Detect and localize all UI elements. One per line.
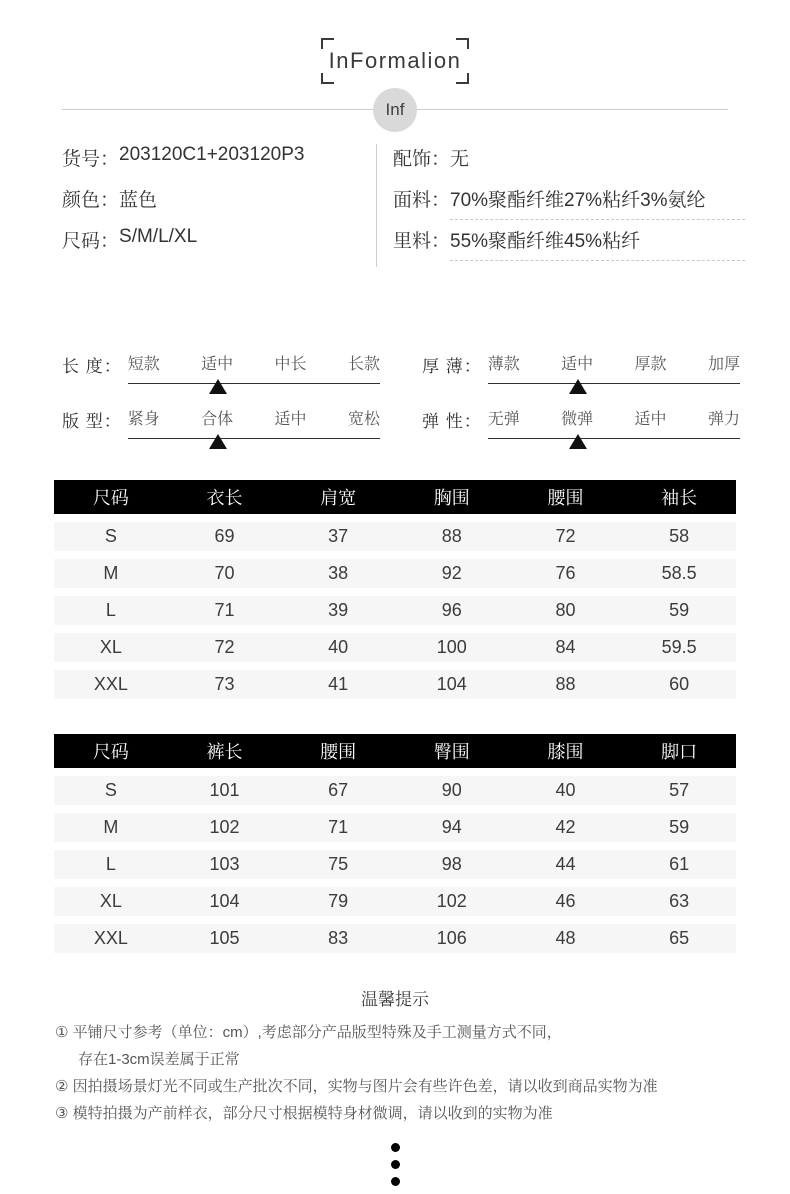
- attribute-value: 无: [450, 149, 470, 170]
- tip-note: 存在1-3cm误差属于正常: [78, 1051, 240, 1068]
- bracket-corner-icon: [456, 38, 469, 49]
- scale-option: 短款: [127, 356, 160, 373]
- size-table-bottom: [54, 726, 736, 961]
- table-cell: 61: [622, 850, 736, 879]
- attribute-label: 颜色：: [62, 190, 120, 211]
- scale-option: 无弹: [487, 411, 520, 428]
- attribute-value: 蓝色: [119, 190, 158, 211]
- column-header: 裤长: [168, 734, 282, 768]
- bracket-corner-icon: [456, 73, 469, 84]
- scale-option: 适中: [274, 411, 307, 428]
- table-cell: 94: [395, 813, 509, 842]
- product-info-page: [0, 38, 790, 1186]
- table-cell: 103: [168, 850, 282, 879]
- attribute-value: 70%聚酯纤维27%粘纤3%氨纶: [450, 185, 745, 220]
- attribute-label: 配饰：: [393, 149, 451, 170]
- attribute-row: [393, 226, 745, 252]
- table-cell: 88: [509, 670, 623, 699]
- fit-scales: [62, 351, 740, 459]
- tips-section: [0, 985, 790, 1127]
- table-cell: 42: [509, 813, 623, 842]
- brand-badge: Inf: [373, 88, 417, 132]
- table-cell: 76: [509, 559, 623, 588]
- attribute-row: [62, 185, 376, 211]
- table-cell: 104: [395, 670, 509, 699]
- column-header: 臀围: [395, 734, 509, 768]
- bracket-corner-icon: [321, 38, 334, 49]
- column-header: 腰围: [509, 480, 623, 514]
- attribute-row: [393, 144, 745, 170]
- tips-notes: [55, 1019, 752, 1127]
- selected-marker-triangle-icon: [569, 434, 587, 449]
- header-divider: [62, 99, 728, 119]
- table-cell: M: [54, 559, 168, 588]
- scale-option: 中长: [274, 356, 307, 373]
- scale-label: 版 型：: [62, 412, 122, 431]
- column-header: 脚口: [622, 734, 736, 768]
- table-cell: 80: [509, 596, 623, 625]
- tip-note: ③ 模特拍摄为产前样衣，部分尺寸根据模特身材微调，请以收到的实物为准: [55, 1105, 553, 1122]
- column-header: 胸围: [395, 480, 509, 514]
- scale-track: [128, 406, 380, 439]
- scale-options: [128, 406, 380, 439]
- scale-option: 宽松: [347, 411, 380, 428]
- table-cell: XL: [54, 887, 168, 916]
- table-cell: 71: [168, 596, 282, 625]
- scale-label: 弹 性：: [422, 412, 482, 431]
- tips-title: 温馨提示: [361, 990, 429, 1009]
- table-row: [54, 559, 736, 588]
- table-cell: 72: [509, 522, 623, 551]
- selected-marker-triangle-icon: [209, 434, 227, 449]
- scale-option: 适中: [561, 356, 594, 373]
- table-cell: 46: [509, 887, 623, 916]
- attribute-value: S/M/L/XL: [119, 226, 198, 247]
- table-header-row: [54, 734, 736, 768]
- table-cell: 90: [395, 776, 509, 805]
- table-cell: 105: [168, 924, 282, 953]
- attribute-value: 203120C1+203120P3: [119, 144, 305, 165]
- selected-marker-triangle-icon: [569, 379, 587, 394]
- table-cell: 84: [509, 633, 623, 662]
- table-cell: 67: [281, 776, 395, 805]
- table-cell: 58.5: [622, 559, 736, 588]
- table-cell: L: [54, 596, 168, 625]
- scale-options: [488, 351, 740, 384]
- table-cell: 57: [622, 776, 736, 805]
- scale-option: 适中: [634, 411, 667, 428]
- column-header: 腰围: [281, 734, 395, 768]
- table-cell: 79: [281, 887, 395, 916]
- attributes-left-column: [62, 144, 376, 267]
- table-row: [54, 813, 736, 842]
- table-row: [54, 633, 736, 662]
- table-cell: 102: [168, 813, 282, 842]
- table-cell: 96: [395, 596, 509, 625]
- table-header-row: [54, 480, 736, 514]
- table-cell: 83: [281, 924, 395, 953]
- table-cell: S: [54, 776, 168, 805]
- table-cell: 101: [168, 776, 282, 805]
- scale-option: 弹力: [707, 411, 740, 428]
- size-table: [54, 726, 736, 961]
- bracket-corner-icon: [321, 73, 334, 84]
- table-cell: 102: [395, 887, 509, 916]
- scale-options: [488, 406, 740, 439]
- brand-title-box: [321, 38, 469, 84]
- column-header: 尺码: [54, 734, 168, 768]
- table-cell: 59: [622, 596, 736, 625]
- table-cell: 65: [622, 924, 736, 953]
- tip-note: ② 因拍摄场景灯光不同或生产批次不同，实物与图片会有些许色差，请以收到商品实物为准: [55, 1078, 658, 1095]
- table-cell: 41: [281, 670, 395, 699]
- table-cell: 71: [281, 813, 395, 842]
- scale-option: 薄款: [487, 356, 520, 373]
- table-cell: 88: [395, 522, 509, 551]
- table-cell: 70: [168, 559, 282, 588]
- table-cell: 73: [168, 670, 282, 699]
- table-cell: 60: [622, 670, 736, 699]
- table-row: [54, 887, 736, 916]
- scale-group-length: [62, 351, 380, 404]
- attribute-value: 55%聚酯纤维45%粘纤: [450, 226, 745, 261]
- table-cell: 98: [395, 850, 509, 879]
- attributes-right-column: [376, 144, 745, 267]
- table-cell: 104: [168, 887, 282, 916]
- scale-option: 厚款: [634, 356, 667, 373]
- table-cell: 48: [509, 924, 623, 953]
- table-cell: 69: [168, 522, 282, 551]
- table-cell: 100: [395, 633, 509, 662]
- table-cell: 63: [622, 887, 736, 916]
- product-attributes: [62, 144, 745, 267]
- pagination-dots: [0, 1143, 790, 1186]
- table-row: [54, 850, 736, 879]
- table-row: [54, 596, 736, 625]
- column-header: 肩宽: [281, 480, 395, 514]
- table-cell: 40: [281, 633, 395, 662]
- dot-icon: [391, 1143, 400, 1152]
- table-row: [54, 670, 736, 699]
- table-cell: 44: [509, 850, 623, 879]
- scale-option: 适中: [201, 356, 234, 373]
- attribute-row: [62, 226, 376, 252]
- table-cell: 59.5: [622, 633, 736, 662]
- scale-option: 微弹: [561, 411, 594, 428]
- scale-options: [128, 351, 380, 384]
- size-table-top: [54, 472, 736, 707]
- table-cell: S: [54, 522, 168, 551]
- brand-title: InFormalion: [328, 48, 462, 73]
- table-cell: 37: [281, 522, 395, 551]
- table-cell: 58: [622, 522, 736, 551]
- table-cell: L: [54, 850, 168, 879]
- scale-option: 长款: [347, 356, 380, 373]
- table-cell: 72: [168, 633, 282, 662]
- scale-group-fit: [62, 406, 380, 459]
- dot-icon: [391, 1177, 400, 1186]
- table-cell: 59: [622, 813, 736, 842]
- table-cell: 38: [281, 559, 395, 588]
- scale-track: [488, 406, 740, 439]
- attribute-label: 里料：: [393, 231, 451, 252]
- scale-group-thickness: [422, 351, 740, 404]
- table-cell: 92: [395, 559, 509, 588]
- column-header: 尺码: [54, 480, 168, 514]
- scale-track: [488, 351, 740, 384]
- table-cell: XL: [54, 633, 168, 662]
- scale-label: 长 度：: [62, 357, 122, 376]
- table-cell: M: [54, 813, 168, 842]
- scale-track: [128, 351, 380, 384]
- table-cell: 106: [395, 924, 509, 953]
- table-row: [54, 522, 736, 551]
- scale-option: 紧身: [127, 411, 160, 428]
- column-header: 袖长: [622, 480, 736, 514]
- selected-marker-triangle-icon: [209, 379, 227, 394]
- table-row: [54, 776, 736, 805]
- size-table: [54, 472, 736, 707]
- attribute-row: [62, 144, 376, 170]
- dot-icon: [391, 1160, 400, 1169]
- table-cell: XXL: [54, 924, 168, 953]
- scale-label: 厚 薄：: [422, 357, 482, 376]
- table-cell: XXL: [54, 670, 168, 699]
- scale-group-elasticity: [422, 406, 740, 459]
- scale-option: 加厚: [707, 356, 740, 373]
- attribute-label: 尺码：: [62, 231, 120, 252]
- table-cell: 40: [509, 776, 623, 805]
- attribute-label: 面料：: [393, 190, 451, 211]
- table-cell: 75: [281, 850, 395, 879]
- column-header: 衣长: [168, 480, 282, 514]
- attribute-label: 货号：: [62, 149, 120, 170]
- attribute-row: [393, 185, 745, 211]
- table-cell: 39: [281, 596, 395, 625]
- column-header: 膝围: [509, 734, 623, 768]
- table-row: [54, 924, 736, 953]
- scale-option: 合体: [201, 411, 234, 428]
- tip-note: ① 平铺尺寸参考（单位：cm）,考虑部分产品版型特殊及手工测量方式不同，: [55, 1024, 562, 1041]
